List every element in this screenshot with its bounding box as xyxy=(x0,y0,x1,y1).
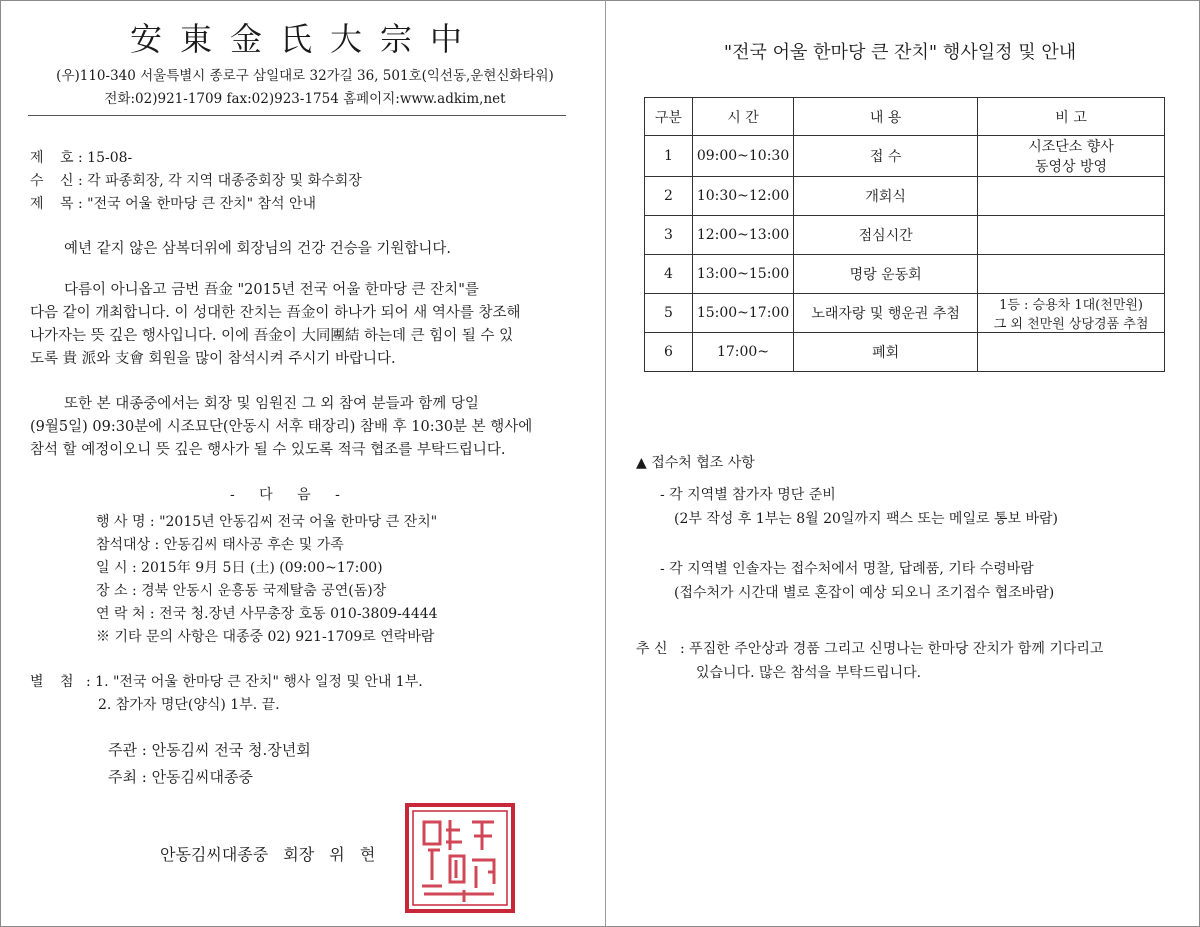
row-note xyxy=(978,255,1165,294)
schedule-title: "전국 어울 한마당 큰 잔치" 행사일정 및 안내 xyxy=(723,42,1077,63)
body1-line1: 다름이 아니옵고 금번 吾金 "2015년 전국 어울 한마당 큰 잔치"를 xyxy=(64,282,479,298)
org-contact: 전화:02)921-1709 fax:02)923-1754 홈페이지:www.adkim,net xyxy=(104,91,506,107)
row-note xyxy=(978,177,1165,216)
doc-number-label: 제 호 xyxy=(30,150,80,166)
org-title: 安東金氏大宗中 xyxy=(129,20,480,58)
table-row xyxy=(645,333,1165,372)
detail-event-name: 행 사 명 : "2015년 안동김씨 전국 어울 한마당 큰 잔치" xyxy=(96,514,438,530)
subject-label: 제 목 xyxy=(30,196,80,212)
detail-datetime: 일 시 : 2015年 9月 5日 (土) (09:00~17:00) xyxy=(96,560,383,576)
table-row xyxy=(645,216,1165,255)
row-content: 점심시간 xyxy=(794,216,978,255)
org-address: (우)110-340 서울특별시 종로구 삼일대로 32가길 36, 501호(익선동,운현신화타워) xyxy=(56,68,554,84)
row-time: 12:00~13:00 xyxy=(692,216,793,255)
notice-2: - 각 지역별 인솔자는 접수처에서 명찰, 답례품, 기타 수령바람 xyxy=(660,561,1034,577)
row-content: 접 수 xyxy=(794,136,978,177)
header-division: 구분 xyxy=(645,98,693,136)
body1-line2: 다음 같이 개최합니다. 이 성대한 잔치는 吾金이 하나가 되어 새 역사를 창조해 xyxy=(30,305,521,321)
row-number: 6 xyxy=(645,333,693,372)
ps-line1: : 푸짐한 주안상과 경품 그리고 신명나는 한마당 잔치가 함께 기다리고 xyxy=(680,641,1104,657)
row-content: 폐회 xyxy=(794,333,978,372)
row-note xyxy=(978,216,1165,255)
row-number: 3 xyxy=(645,216,693,255)
row-note-line1: 시조단소 향사 xyxy=(1028,139,1114,155)
official-seal-icon xyxy=(404,802,516,914)
ps-label: 추 신 xyxy=(636,641,668,657)
notice-2-detail: (접수처가 시간대 별로 혼잡이 예상 되오니 조기접수 협조바람) xyxy=(674,585,1055,601)
attachment-1: : 1. "전국 어울 한마당 큰 잔치" 행사 일정 및 안내 1부. xyxy=(86,674,423,690)
recipient-row xyxy=(30,170,362,190)
body2-line3: 참석 할 예정이오니 뜻 깊은 행사가 될 수 있도록 적극 협조를 부탁드립니다. xyxy=(30,442,506,458)
schedule-table xyxy=(644,97,1165,372)
header-rule xyxy=(28,115,566,116)
organizer: 주최 : 안동김씨대종중 xyxy=(108,768,254,786)
row-note xyxy=(978,294,1165,333)
notice-heading: ▲ 접수처 협조 사항 xyxy=(636,455,755,471)
row-number: 4 xyxy=(645,255,693,294)
detail-attendees: 참석대상 : 안동김씨 태사공 후손 및 가족 xyxy=(96,537,344,553)
ps-row xyxy=(636,638,1103,658)
row-note-line2: 그 외 천만원 상당경품 추첨 xyxy=(993,317,1149,332)
page-divider xyxy=(605,0,606,927)
row-time: 10:30~12:00 xyxy=(692,177,793,216)
header-time: 시 간 xyxy=(692,98,793,136)
row-number: 1 xyxy=(645,136,693,177)
table-row xyxy=(645,177,1165,216)
row-note-line1: 1등 : 승용차 1대(천만원) xyxy=(999,298,1144,313)
subject: : "전국 어울 한마당 큰 잔치" 참석 안내 xyxy=(78,196,317,212)
attachment-2: 2. 참가자 명단(양식) 1부. 끝. xyxy=(98,697,280,713)
attachment-label: 별 첨 xyxy=(30,674,80,690)
header-note: 비 고 xyxy=(978,98,1165,136)
doc-number: : 15-08- xyxy=(78,150,133,166)
row-time: 17:00~ xyxy=(692,333,793,372)
table-row xyxy=(645,294,1165,333)
signature: 안동김씨대종중 회장 위 현 xyxy=(160,845,376,864)
row-note xyxy=(978,333,1165,372)
ps-line2: 있습니다. 많은 참석을 부탁드립니다. xyxy=(696,665,922,681)
detail-venue: 장 소 : 경북 안동시 운흥동 국제탈춤 공연(돔)장 xyxy=(96,583,387,599)
row-note-line2: 동영상 방영 xyxy=(1035,159,1108,175)
host: 주관 : 안동김씨 전국 청.장년회 xyxy=(108,741,311,759)
body1-line4: 도록 貴 派와 支會 회원을 많이 참석시켜 주시기 바랍니다. xyxy=(30,351,396,367)
notice-1: - 각 지역별 참가자 명단 준비 xyxy=(660,487,836,503)
row-number: 5 xyxy=(645,294,693,333)
greeting: 예년 같지 않은 삼복더위에 회장님의 건강 건승을 기원합니다. xyxy=(64,241,452,257)
header-content: 내 용 xyxy=(794,98,978,136)
row-number: 2 xyxy=(645,177,693,216)
subject-row xyxy=(30,193,316,213)
row-note xyxy=(978,136,1165,177)
detail-inquiry: ※ 기타 문의 사항은 대종중 02) 921-1709로 연락바람 xyxy=(96,629,435,645)
body2-line2: (9월5일) 09:30분에 시조묘단(안동시 서후 태장리) 참배 후 10:30분 본 행사에 xyxy=(30,419,533,435)
recipient-label: 수 신 xyxy=(30,173,80,189)
recipient: : 각 파종회장, 각 지역 대종중회장 및 화수회장 xyxy=(78,173,362,189)
doc-number-row xyxy=(30,147,132,167)
table-row xyxy=(645,255,1165,294)
row-time: 15:00~17:00 xyxy=(692,294,793,333)
notice-1-detail: (2부 작성 후 1부는 8월 20일까지 팩스 또는 메일로 통보 바람) xyxy=(674,511,1058,527)
attachment-row xyxy=(30,671,423,691)
row-content: 명랑 운동회 xyxy=(794,255,978,294)
next-heading: - 다 음 - xyxy=(230,487,350,503)
row-time: 13:00~15:00 xyxy=(692,255,793,294)
row-time: 09:00~10:30 xyxy=(692,136,793,177)
body2-line1: 또한 본 대종중에서는 회장 및 임원진 그 외 참여 분들과 함께 당일 xyxy=(64,396,479,412)
row-content: 노래자랑 및 행운권 추첨 xyxy=(794,294,978,333)
detail-contact: 연 락 처 : 전국 청.장년 사무총장 호동 010-3809-4444 xyxy=(96,606,438,622)
schedule-header-row xyxy=(645,98,1165,136)
table-row xyxy=(645,136,1165,177)
row-content: 개회식 xyxy=(794,177,978,216)
body1-line3: 나가자는 뜻 깊은 행사입니다. 이에 吾金이 大同團結 하는데 큰 힘이 될 수 있 xyxy=(30,328,514,344)
